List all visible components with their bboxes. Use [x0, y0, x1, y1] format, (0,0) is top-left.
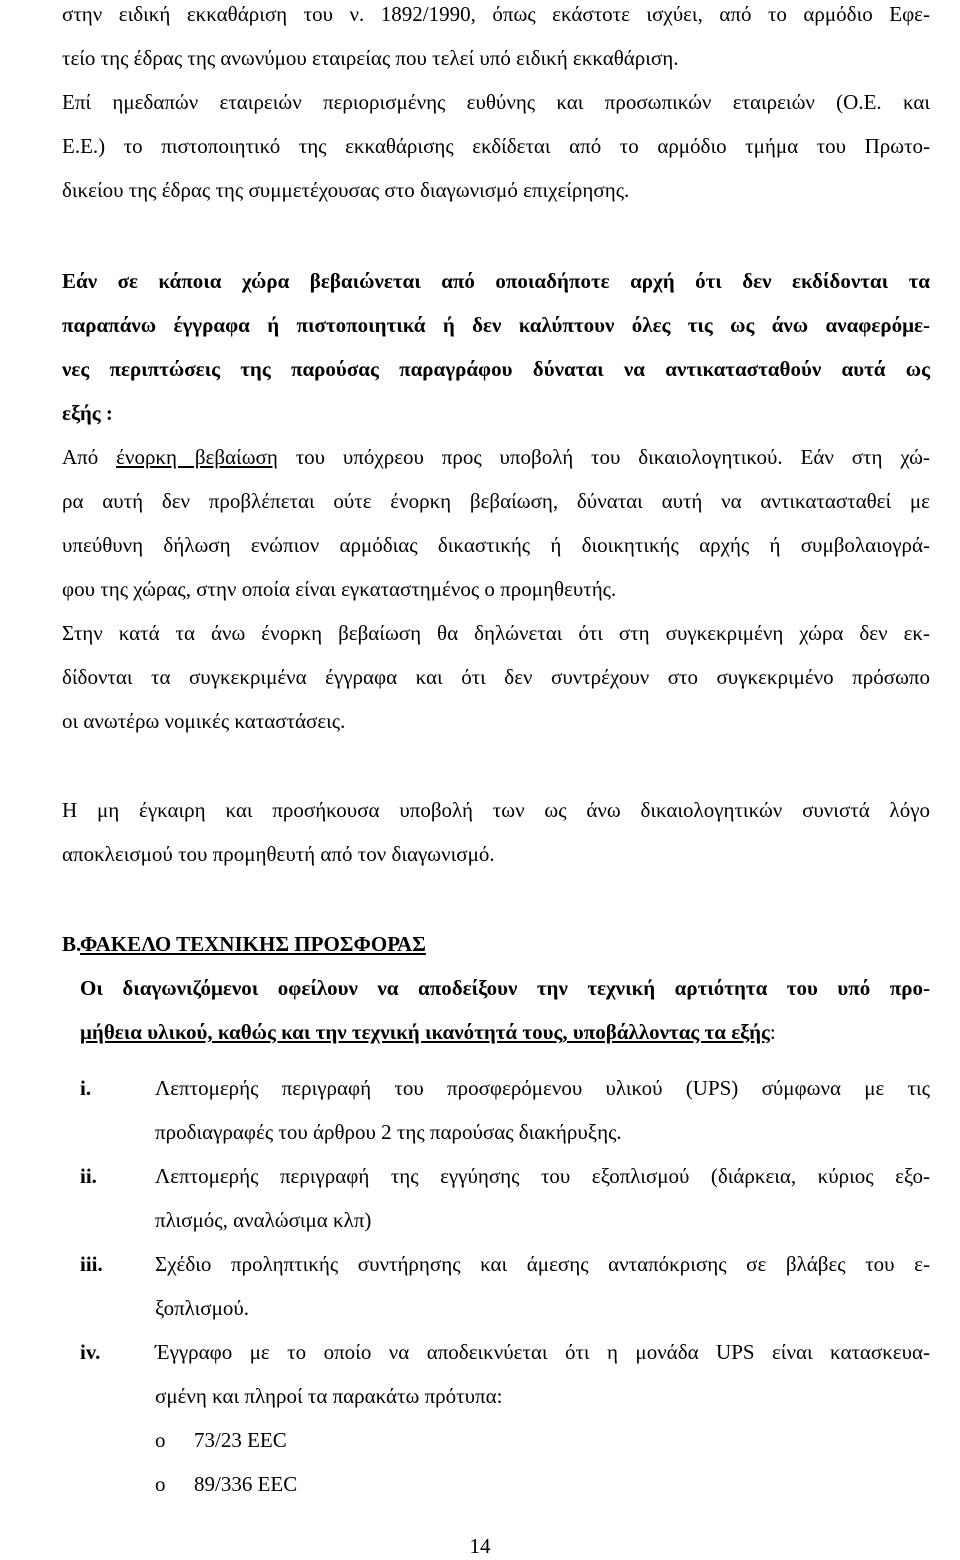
list-item-line: Λεπτομερής περιγραφή της εγγύησης του εξοπλισμού (διάρκεια, κύριος εξο- — [155, 1164, 930, 1188]
section-intro-line: Οι διαγωνιζόμενοι οφείλουν να αποδείξουν την τεχνική αρτιότητα του υπό προ- — [80, 976, 930, 1000]
paragraph-line: δικείου της έδρας της συμμετέχουσας στο διαγωνισμό επιχείρησης. — [62, 178, 630, 202]
paragraph-line: τείο της έδρας της ανωνύμου εταιρείας που τελεί υπό ειδική εκκαθάριση. — [62, 46, 679, 70]
list-item-number: ii. — [80, 1164, 97, 1188]
section-title: ΦΑΚΕΛΟ ΤΕΧΝΙΚΗΣ ΠΡΟΣΦΟΡΑΣ — [80, 932, 426, 956]
bullet-marker: o — [155, 1472, 166, 1496]
standard-item: 89/336 EEC — [194, 1472, 298, 1496]
text-segment: του υπόχρεου προς υποβολή του δικαιολογητικού. Εάν στη χώ- — [277, 445, 930, 469]
list-item-line: Λεπτομερής περιγραφή του προσφερόμενου υλικού (UPS) σύμφωνα με τις — [155, 1076, 930, 1100]
list-item-line: σμένη και πληροί τα παρακάτω πρότυπα: — [155, 1384, 503, 1408]
underlined-term: ένορκη βεβαίωση — [116, 445, 278, 469]
section-intro-line — [80, 1018, 776, 1046]
list-item-line: πλισμός, αναλώσιμα κλπ) — [155, 1208, 372, 1232]
bold-paragraph-line: Εάν σε κάποια χώρα βεβαιώνεται από οποιαδήποτε αρχή ότι δεν εκδίδονται τα — [62, 269, 930, 293]
paragraph-line: Επί ημεδαπών εταιρειών περιορισμένης ευθύνης και προσωπικών εταιρειών (Ο.Ε. και — [62, 90, 930, 114]
bold-paragraph-line: εξής : — [62, 401, 113, 425]
page-number: 14 — [469, 1534, 491, 1558]
list-item-number: iii. — [80, 1252, 103, 1276]
list-item-line: Σχέδιο προληπτικής συντήρησης και άμεσης ανταπόκρισης σε βλάβες του ε- — [155, 1252, 930, 1276]
bold-paragraph-line: νες περιπτώσεις της παρούσας παραγράφου δύναται να αντικατασταθούν αυτά ως — [62, 357, 930, 381]
paragraph-line: αποκλεισμού του προμηθευτή από τον διαγωνισμό. — [62, 842, 495, 866]
paragraph-line: στην ειδική εκκαθάριση του ν. 1892/1990, όπως εκάστοτε ισχύει, από το αρμόδιο Εφε- — [62, 2, 930, 26]
underlined-text: μήθεια υλικού, καθώς και την τεχνική ικανότητά τους, υποβάλλοντας τα εξής — [80, 1020, 770, 1044]
colon: : — [769, 1020, 776, 1044]
paragraph-line: δίδονται τα συγκεκριμένα έγγραφα και ότι δεν συντρέχουν στο συγκεκριμένο πρόσωπο — [62, 665, 930, 689]
standard-item: 73/23 EEC — [194, 1428, 287, 1452]
text-segment: Από — [62, 445, 117, 469]
paragraph-line: Ε.Ε.) το πιστοποιητικό της εκκαθάρισης εκδίδεται από το αρμόδιο τμήμα του Πρωτο- — [62, 134, 930, 158]
list-item-line: προδιαγραφές του άρθρου 2 της παρούσας διακήρυξης. — [155, 1120, 622, 1144]
list-item-line: ξοπλισμού. — [155, 1296, 249, 1320]
paragraph-line: υπεύθυνη δήλωση ενώπιον αρμόδιας δικαστικής ή διοικητικής αρχής ή συμβολαιογρά- — [62, 533, 930, 557]
paragraph-line: φου της χώρας, στην οποία είναι εγκαταστημένος ο προμηθευτής. — [62, 577, 617, 601]
list-item-number: i. — [80, 1076, 92, 1100]
paragraph-line: ρα αυτή δεν προβλέπεται ούτε ένορκη βεβαίωση, δύναται αυτή να αντικατασταθεί με — [62, 489, 930, 513]
paragraph-line: οι ανωτέρω νομικές καταστάσεις. — [62, 709, 346, 733]
list-item-line: Έγγραφο με το οποίο να αποδεικνύεται ότι η μονάδα UPS είναι κατασκευα- — [155, 1340, 930, 1364]
paragraph-line: Η μη έγκαιρη και προσήκουσα υποβολή των ως άνω δικαιολογητικών συνιστά λόγο — [62, 798, 930, 822]
section-letter: Β. — [62, 932, 82, 956]
bold-paragraph-line: παραπάνω έγγραφα ή πιστοποιητικά ή δεν καλύπτουν όλες τις ως άνω αναφερόμε- — [62, 313, 930, 337]
paragraph-line — [62, 443, 930, 471]
paragraph-line: Στην κατά τα άνω ένορκη βεβαίωση θα δηλώνεται ότι στη συγκεκριμένη χώρα δεν εκ- — [62, 621, 930, 645]
list-item-number: iv. — [80, 1340, 101, 1364]
bullet-marker: o — [155, 1428, 166, 1452]
